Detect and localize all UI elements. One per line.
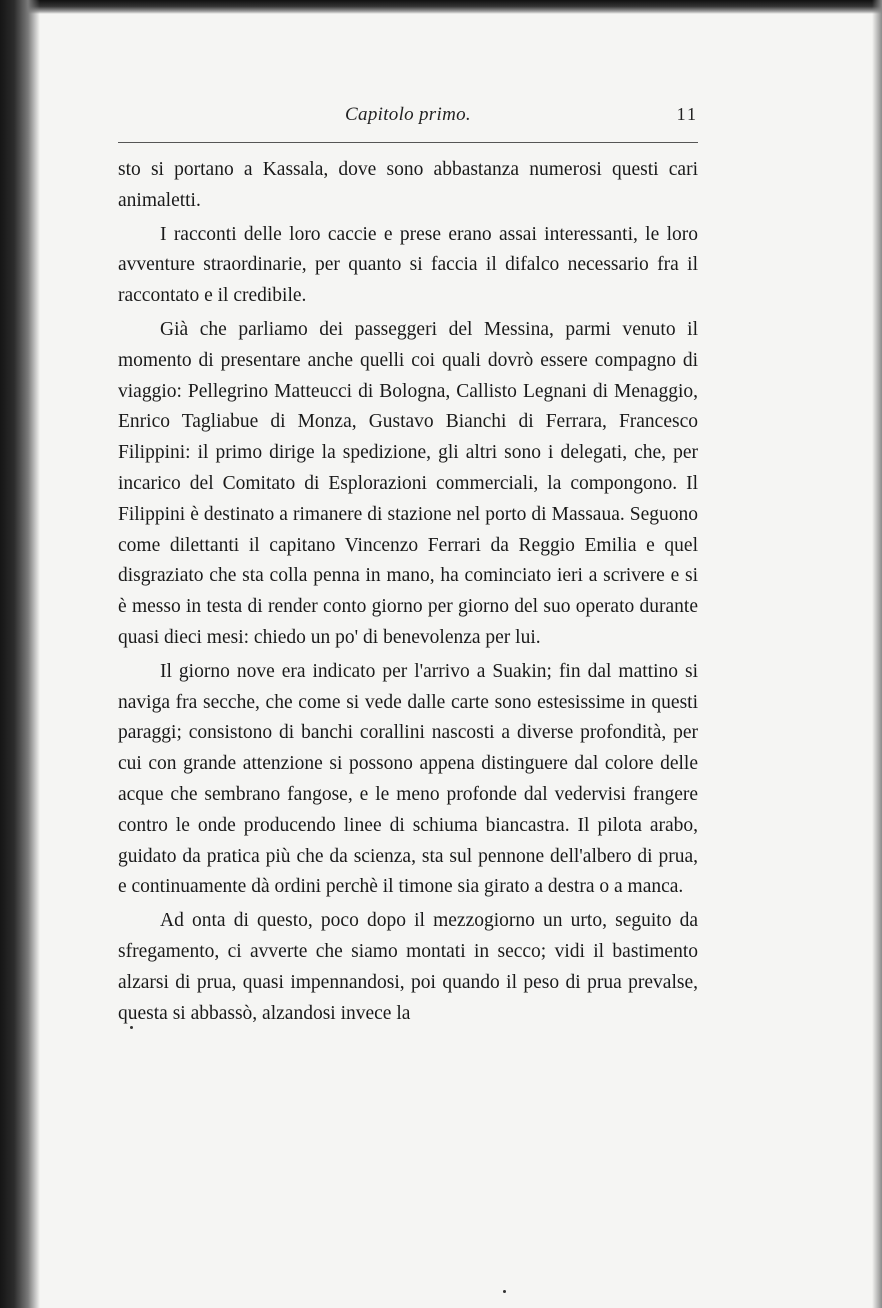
ink-speck xyxy=(503,1290,506,1293)
running-title: Capitolo primo. xyxy=(345,104,471,125)
paragraph: I racconti delle loro caccie e prese erano assai interessanti, le loro avventure straordinarie, per quanto si faccia il difalco necessario fra il raccontato e il credibile. xyxy=(118,223,698,307)
paragraph: Ad onta di questo, poco dopo il mezzogiorno un urto, seguito da sfregamento, ci avverte che siamo montati in secco; vidi il bastimento alzarsi di prua, quasi impennandosi, poi quando il peso di prua prevalse, questa si abbassò, alzandosi invece la xyxy=(118,910,698,1024)
paragraph: Il giorno nove era indicato per l'arrivo a Suakin; fin dal mattino si naviga fra secche, che come si vede dalle carte sono estesissime in questi paraggi; consistono di banchi corallini nascosti a diverse profondità, per cui con grande attenzione si possono appena distinguere dal colore delle acque che sembrano fangose, e le meno profonde dal vedervisi frangere contro le onde producendo linee di schiuma biancastra. Il pilota arabo, guidato da pratica più che da scienza, sta sul pennone dell'albero di prua, e continuamente dà ordini perchè il timone sia girato a destra o a manca. xyxy=(118,660,698,898)
ink-speck xyxy=(130,1026,133,1029)
page-number: 11 xyxy=(676,104,698,124)
paragraph: Già che parliamo dei passeggeri del Messina, parmi venuto il momento di presentare anche quelli coi quali dovrò essere compagno di viaggio: Pellegrino Matteucci di Bologna, Callisto Legnani di Menaggio, Enrico Tagliabue di Monza, Gustavo Bianchi di Ferrara, Francesco Filippini: il primo dirige la spedizione, gli altri sono i delegati, che, per incarico del Comitato di Esplorazioni commerciali, la compongono. Il Filippini è destinato a rimanere di stazione nel porto di Massaua. Seguono come dilettanti il capitano Vincenzo Ferrari da Reggio Emilia e quel disgraziato che sta colla penna in mano, ha cominciato ieri a scrivere e si è messo in testa di render conto giorno per giorno del suo operato durante quasi dieci mesi: chiedo un po' di benevolenza per lui. xyxy=(118,318,698,648)
body-text xyxy=(118,155,698,1029)
book-binding-edge xyxy=(0,0,40,1308)
page-header xyxy=(118,104,698,134)
scan-top-shadow xyxy=(0,0,882,14)
paragraph-continued: sto si portano a Kassala, dove sono abbastanza numerosi questi cari animaletti. xyxy=(118,159,698,211)
header-rule xyxy=(118,142,698,143)
page-right-edge xyxy=(872,0,882,1308)
